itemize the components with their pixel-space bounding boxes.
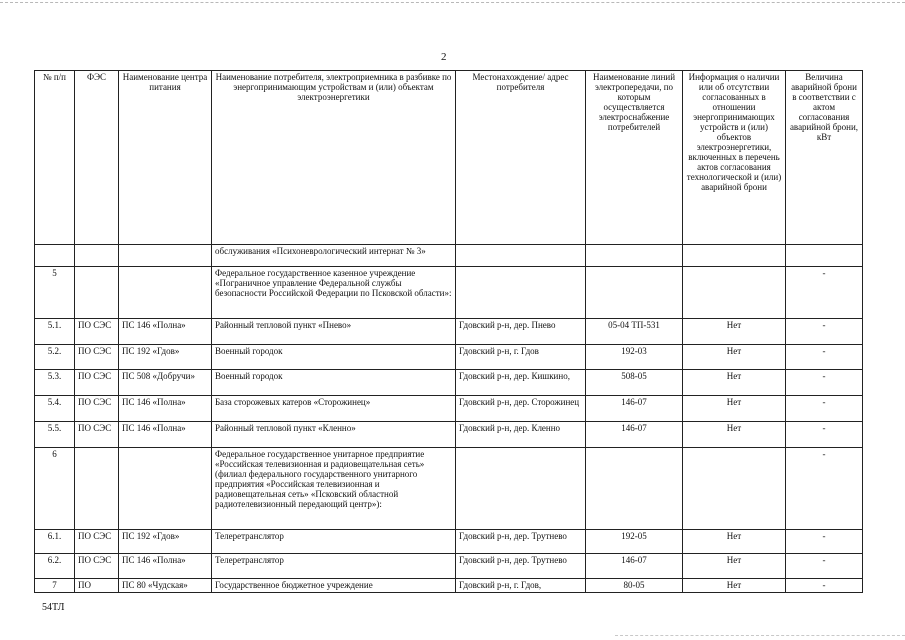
cell-center: ПС 146 «Полна» bbox=[119, 554, 212, 579]
cell-center: ПС 80 «Чудская» bbox=[119, 579, 212, 593]
cell-num bbox=[35, 245, 75, 267]
header-consumer: Наименование потребителя, электроприемника в разбивке по энергопринимающим устройствам и (или) объектам электроэнергетики bbox=[212, 71, 456, 245]
cell-info: Нет bbox=[683, 422, 786, 448]
cell-consumer: Телеретранслятор bbox=[212, 554, 456, 579]
cell-reserve: - bbox=[786, 267, 863, 319]
cell-consumer: Военный городок bbox=[212, 370, 456, 396]
table-row bbox=[35, 396, 863, 422]
table-row bbox=[35, 319, 863, 345]
cell-info: Нет bbox=[683, 396, 786, 422]
header-num: № п/п bbox=[35, 71, 75, 245]
cell-fes: ПО СЭС bbox=[75, 345, 119, 370]
cell-num: 7 bbox=[35, 579, 75, 593]
cell-info: Нет bbox=[683, 579, 786, 593]
table-header-row bbox=[35, 71, 863, 245]
cell-fes: ПО bbox=[75, 579, 119, 593]
cell-fes: ПО СЭС bbox=[75, 554, 119, 579]
cell-reserve: - bbox=[786, 448, 863, 530]
cell-num: 6.2. bbox=[35, 554, 75, 579]
cell-line: 146-07 bbox=[586, 396, 683, 422]
table-row bbox=[35, 554, 863, 579]
header-info: Информация о наличии или об отсутствии согласованных в отношении энергопринимающих устройств и (или) объектов электроэнергетики, включенных в перечень актов согласования технологической и (или) аварийной брони bbox=[683, 71, 786, 245]
cell-num: 5.4. bbox=[35, 396, 75, 422]
cell-fes bbox=[75, 448, 119, 530]
cell-consumer: Федеральное государственное унитарное предприятие «Российская телевизионная и радиовещательная сеть» (филиал федерального государственного унитарного предприятия «Российская телевизионная и радиовещательная сеть» «Псковский областной радиотелевизионный передающий центр»): bbox=[212, 448, 456, 530]
page-number: 2 bbox=[441, 51, 447, 63]
cell-center: ПС 146 «Полна» bbox=[119, 422, 212, 448]
cell-consumer: Районный тепловой пункт «Кленно» bbox=[212, 422, 456, 448]
scan-artifact-line bbox=[615, 635, 905, 636]
cell-address: Гдовский р-н, г. Гдов, bbox=[456, 579, 586, 593]
table-row bbox=[35, 267, 863, 319]
cell-address: Гдовский р-н, дер. Сторожинец bbox=[456, 396, 586, 422]
cell-consumer: обслуживания «Психоневрологический интернат № 3» bbox=[212, 245, 456, 267]
table-row bbox=[35, 448, 863, 530]
cell-consumer: База сторожевых катеров «Сторожинец» bbox=[212, 396, 456, 422]
document-code: 54ТЛ bbox=[42, 602, 65, 613]
cell-address: Гдовский р-н, г. Гдов bbox=[456, 345, 586, 370]
cell-reserve: - bbox=[786, 396, 863, 422]
cell-line: 192-05 bbox=[586, 530, 683, 554]
cell-address: Гдовский р-н, дер. Трутнево bbox=[456, 530, 586, 554]
table-row bbox=[35, 422, 863, 448]
cell-line: 146-07 bbox=[586, 422, 683, 448]
table-row bbox=[35, 245, 863, 267]
cell-num: 5.3. bbox=[35, 370, 75, 396]
cell-address bbox=[456, 448, 586, 530]
table-row bbox=[35, 530, 863, 554]
cell-center: ПС 192 «Гдов» bbox=[119, 345, 212, 370]
cell-consumer: Районный тепловой пункт «Пнево» bbox=[212, 319, 456, 345]
cell-fes: ПО СЭС bbox=[75, 422, 119, 448]
cell-reserve bbox=[786, 245, 863, 267]
header-fes: ФЭС bbox=[75, 71, 119, 245]
cell-reserve: - bbox=[786, 422, 863, 448]
cell-center: ПС 146 «Полна» bbox=[119, 319, 212, 345]
cell-info: Нет bbox=[683, 554, 786, 579]
cell-reserve: - bbox=[786, 554, 863, 579]
header-address: Местонахождение/ адрес потребителя bbox=[456, 71, 586, 245]
table-row bbox=[35, 370, 863, 396]
cell-address bbox=[456, 245, 586, 267]
cell-info: Нет bbox=[683, 370, 786, 396]
cell-num: 5 bbox=[35, 267, 75, 319]
consumer-table bbox=[34, 70, 863, 593]
cell-address bbox=[456, 267, 586, 319]
scan-artifact-line bbox=[0, 2, 905, 3]
cell-consumer: Военный городок bbox=[212, 345, 456, 370]
cell-center bbox=[119, 267, 212, 319]
cell-line: 146-07 bbox=[586, 554, 683, 579]
cell-center: ПС 146 «Полна» bbox=[119, 396, 212, 422]
cell-consumer: Государственное бюджетное учреждение bbox=[212, 579, 456, 593]
cell-info: Нет bbox=[683, 319, 786, 345]
cell-consumer: Телеретранслятор bbox=[212, 530, 456, 554]
cell-fes: ПО СЭС bbox=[75, 396, 119, 422]
cell-num: 5.2. bbox=[35, 345, 75, 370]
cell-fes bbox=[75, 267, 119, 319]
cell-fes: ПО СЭС bbox=[75, 530, 119, 554]
cell-reserve: - bbox=[786, 530, 863, 554]
cell-num: 6 bbox=[35, 448, 75, 530]
cell-reserve: - bbox=[786, 370, 863, 396]
cell-reserve: - bbox=[786, 319, 863, 345]
cell-info bbox=[683, 267, 786, 319]
cell-center bbox=[119, 245, 212, 267]
cell-line: 192-03 bbox=[586, 345, 683, 370]
cell-line bbox=[586, 245, 683, 267]
cell-reserve: - bbox=[786, 345, 863, 370]
cell-num: 5.5. bbox=[35, 422, 75, 448]
cell-line bbox=[586, 267, 683, 319]
cell-info bbox=[683, 245, 786, 267]
cell-address: Гдовский р-н, дер. Кишкино, bbox=[456, 370, 586, 396]
table-row bbox=[35, 579, 863, 593]
header-center: Наименование центра питания bbox=[119, 71, 212, 245]
cell-fes: ПО СЭС bbox=[75, 319, 119, 345]
cell-center: ПС 508 «Добручи» bbox=[119, 370, 212, 396]
cell-center bbox=[119, 448, 212, 530]
cell-fes: ПО СЭС bbox=[75, 370, 119, 396]
cell-info: Нет bbox=[683, 345, 786, 370]
cell-line bbox=[586, 448, 683, 530]
header-reserve: Величина аварийной брони в соответствии с актом согласования аварийной брони, кВт bbox=[786, 71, 863, 245]
cell-info bbox=[683, 448, 786, 530]
cell-center: ПС 192 «Гдов» bbox=[119, 530, 212, 554]
cell-line: 05-04 ТП-531 bbox=[586, 319, 683, 345]
cell-num: 5.1. bbox=[35, 319, 75, 345]
table-row bbox=[35, 345, 863, 370]
cell-address: Гдовский р-н, дер. Кленно bbox=[456, 422, 586, 448]
header-line: Наименование линий электропередачи, по которым осуществляется электроснабжение потребителей bbox=[586, 71, 683, 245]
cell-num: 6.1. bbox=[35, 530, 75, 554]
cell-reserve: - bbox=[786, 579, 863, 593]
cell-address: Гдовский р-н, дер. Трутнево bbox=[456, 554, 586, 579]
cell-address: Гдовский р-н, дер. Пнево bbox=[456, 319, 586, 345]
cell-fes bbox=[75, 245, 119, 267]
cell-line: 80-05 bbox=[586, 579, 683, 593]
cell-info: Нет bbox=[683, 530, 786, 554]
cell-consumer: Федеральное государственное казенное учреждение «Пограничное управление Федеральной службы безопасности Российской Федерации по Псковской области»: bbox=[212, 267, 456, 319]
cell-line: 508-05 bbox=[586, 370, 683, 396]
